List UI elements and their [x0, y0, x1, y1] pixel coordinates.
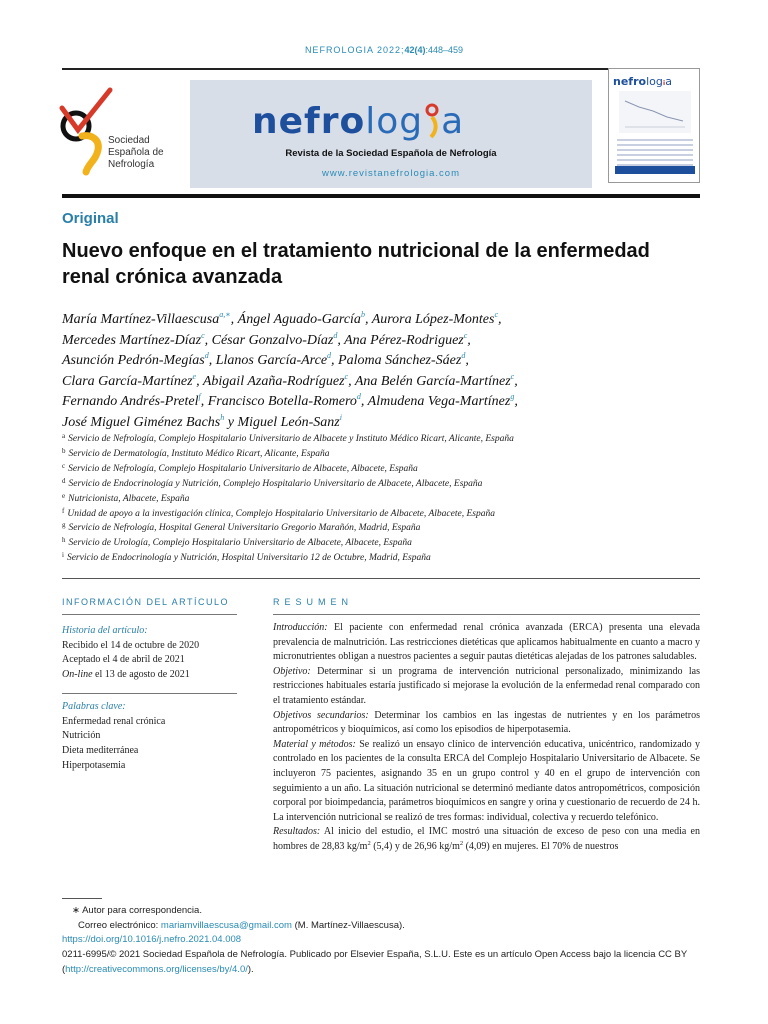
author-17: Miguel León-Sanz$^i$	[237, 412, 342, 430]
author-13: Fernando Andrés-Pretel$^f$,	[62, 392, 208, 410]
received-date: Recibido el 14 de octubre de 2020	[62, 639, 200, 651]
header-thick-divider	[62, 194, 700, 198]
doi-link[interactable]: https://doi.org/10.1016/j.nefro.2021.04.008	[62, 934, 242, 946]
keywords-label: Palabras clave:	[62, 701, 126, 712]
abstract-introduction: Introducción: El paciente con enfermedad renal crónica avanzada (ERCA) presenta una elevada prevalencia de malnutrición. Las restricciones dietéticas que aplicamos habitualmente en cuanto a macro y micronutrientes obligan a nuestros pacientes a seguir pautas dietéticas alejadas de los patrones saludables.	[273, 622, 700, 663]
abstract-objective: Objetivo: Determinar si un programa de intervención nutricional personalizado, minimizando las restricciones habituales estaría justificado si mejorase la evolución de la enfermedad renal comparado con el tratamiento estándar.	[273, 665, 700, 706]
affiliation-a: $^a$ Servicio de Nefrología, Complejo Hospitalario Universitario de Albacete y Instituto Médico Ricart, Alicante, España	[62, 432, 514, 444]
corresponding-author-note: ∗ Autor para correspondencia.	[72, 905, 202, 916]
license-link[interactable]: http://creativecommons.org/licenses/by/4.0/	[65, 963, 248, 975]
logo-text-log: log	[365, 101, 424, 142]
abstract-body	[273, 621, 700, 855]
society-name-line-1: Sociedad	[108, 135, 150, 146]
affiliation-f: $^f$ Unidad de apoyo a la investigación clínica, Complejo Hospitalario Universitario de Albacete, Albacete, España	[62, 506, 495, 519]
author-11: Abigail Azaña-Rodríguez$^c$,	[202, 371, 355, 389]
license-note: 0211-6995/© 2021 Sociedad Española de Nefrología. Publicado por Elsevier España, S.L.U. Este es un artículo Open Access bajo la licencia CC BY (http://creativecommons.org/licenses/by/4.0/).	[62, 949, 688, 975]
journal-name: NEFROLOGIA	[304, 45, 374, 55]
journal-reference	[0, 45, 768, 55]
keyword: Hiperpotasemia	[62, 759, 126, 771]
author-12: Ana Belén García-Martínez$^c$,	[354, 371, 518, 389]
affiliation-e: $^e$ Nutricionista, Albacete, España	[62, 491, 190, 504]
society-name	[108, 135, 164, 171]
logo-yellow-stroke	[82, 136, 98, 172]
cover-title-part-2: log	[646, 75, 663, 88]
journal-url[interactable]: www.revistanefrologia.com	[322, 168, 460, 179]
cover-title-part-3: a	[665, 75, 673, 88]
cover-chart-icon	[619, 91, 691, 133]
society-name-line-2: Española de	[108, 147, 164, 158]
online-date: On-line el 13 de agosto de 2021	[62, 668, 190, 680]
info-divider-2	[62, 693, 237, 694]
affiliation-c: $^c$ Servicio de Nefrología, Complejo Hospitalario Universitario de Albacete, Albacete, España	[62, 461, 418, 474]
society-name-line-3: Nefrología	[108, 159, 155, 170]
info-divider-1	[62, 614, 237, 615]
author-16: José Miguel Giménez Bachs$^h$ y	[62, 412, 238, 430]
cover-title-dot-icon: ᵢ	[662, 75, 666, 88]
cover-band	[615, 166, 695, 174]
journal-volume: 42(4)	[404, 45, 426, 55]
affiliation-list	[62, 432, 682, 566]
keywords	[62, 700, 242, 774]
logo-text-nefro: nefro	[252, 101, 366, 142]
email-note: Correo electrónico: mariamvillaescusa@gmail.com (M. Martínez-Villaescusa).	[78, 919, 405, 931]
journal-cover-thumbnail	[608, 68, 700, 183]
logo-i-glyph	[423, 103, 441, 139]
top-divider	[62, 68, 700, 70]
affiliation-d: $^d$ Servicio de Endocrinología y Nutrición, Complejo Hospitalario Universitario de Albacete, Albacete, España	[62, 476, 483, 489]
article-history	[62, 624, 242, 682]
keyword: Nutrición	[62, 730, 101, 742]
history-label: Historia del artículo:	[62, 625, 148, 636]
abstract-methods: Material y métodos: Se realizó un ensayo clínico de intervención educativa, unicéntrico, randomizado y controlado en los pacientes de la consulta ERCA del Complejo Hospitalario Universitario de Albacete. Se incluyeron 75 pacientes, asignando 35 en un grupo control y 40 en el grupo de intervención con seguimiento a un año. La situación nutricional se determinó mediante datos antropométricos, composición corporal por bioimpedancia, parámetros bioquímicos en sangre y orina y cuestionario de recuerdo de 24 h. La intervención nutricional se realizó de tres formas: individual, colectiva y recuerdo telefónico.	[273, 738, 700, 823]
author-1: María Martínez-Villaescusa$^{a,∗}$,	[62, 310, 238, 327]
affiliation-h: $^h$ Servicio de Urología, Complejo Hospitalario Universitario de Albacete, Albacete, España	[62, 536, 412, 549]
section-divider	[62, 578, 700, 579]
abstract-divider	[273, 614, 700, 615]
cover-title	[613, 75, 672, 88]
author-14: Francisco Botella-Romero$^d$,	[207, 392, 368, 410]
email-link[interactable]: mariamvillaescusa@gmail.com	[160, 919, 292, 931]
author-6: Ana Pérez-Rodriguez$^c$,	[344, 330, 471, 348]
abstract-results: Resultados: Al inicio del estudio, el IMC mostró una situación de exceso de peso con una media en hombres de 28,83 $kg/m^2$ (5,4) y de 26,96 $kg/m^2$ (4,09) en mujeres. El 70% de nuestros	[273, 826, 700, 852]
cover-title-part-1: nefro	[613, 75, 647, 88]
logo-text-a: a	[441, 101, 465, 142]
author-15: Almudena Vega-Martínez$^g$,	[367, 392, 518, 410]
footnotes	[62, 904, 702, 978]
author-list	[62, 310, 662, 434]
author-10: Clara García-Martínez$^e$,	[62, 371, 203, 389]
article-type: Original	[62, 210, 119, 227]
article-title: Nuevo enfoque en el tratamiento nutricional de la enfermedad renal crónica avanzada	[62, 240, 650, 288]
abstract-secondary-objectives: Objetivos secundarios: Determinar los cambios en las ingestas de nutrientes y en los parámetros antropométricos y bioquímicos, así como los episodios de hiperpotasemia.	[273, 709, 700, 736]
journal-year: 2022;	[376, 45, 405, 55]
keyword: Dieta mediterránea	[62, 745, 139, 757]
affiliation-i: $^i$ Servicio de Endocrinología y Nutrición, Hospital Universitario 12 de Octubre, Madrid, España	[62, 551, 431, 564]
author-3: Aurora López-Montes$^c$,	[371, 310, 502, 327]
author-2: Ángel Aguado-García$^b$,	[237, 310, 372, 327]
accepted-date: Aceptado el 4 de abril de 2021	[62, 654, 185, 666]
article-info-heading: INFORMACIÓN DEL ARTÍCULO	[62, 597, 230, 607]
author-4: Mercedes Martínez-Díaz$^c$,	[62, 330, 212, 348]
journal-pages: :448–459	[425, 45, 464, 55]
logo-check-mark	[62, 90, 110, 130]
affiliation-g: $^g$ Servicio de Nefrología, Hospital General Universitario Gregorio Marañón, Madrid, España	[62, 521, 421, 534]
author-9: Paloma Sánchez-Sáez$^d$,	[338, 351, 469, 369]
author-5: César Gonzalvo-Díaz$^d$,	[211, 330, 345, 348]
journal-logo	[252, 103, 464, 140]
footnote-divider	[62, 898, 102, 899]
keyword: Enfermedad renal crónica	[62, 715, 166, 727]
journal-subtitle: Revista de la Sociedad Española de Nefrología	[285, 148, 497, 159]
cover-text-lines	[617, 139, 693, 169]
abstract-heading: RESUMEN	[273, 597, 354, 607]
author-7: Asunción Pedrón-Megías$^d$,	[62, 351, 216, 369]
author-8: Llanos García-Arce$^d$,	[215, 351, 339, 369]
affiliation-b: $^b$ Servicio de Dermatología, Instituto Médico Ricart, Alicante, España	[62, 446, 330, 459]
